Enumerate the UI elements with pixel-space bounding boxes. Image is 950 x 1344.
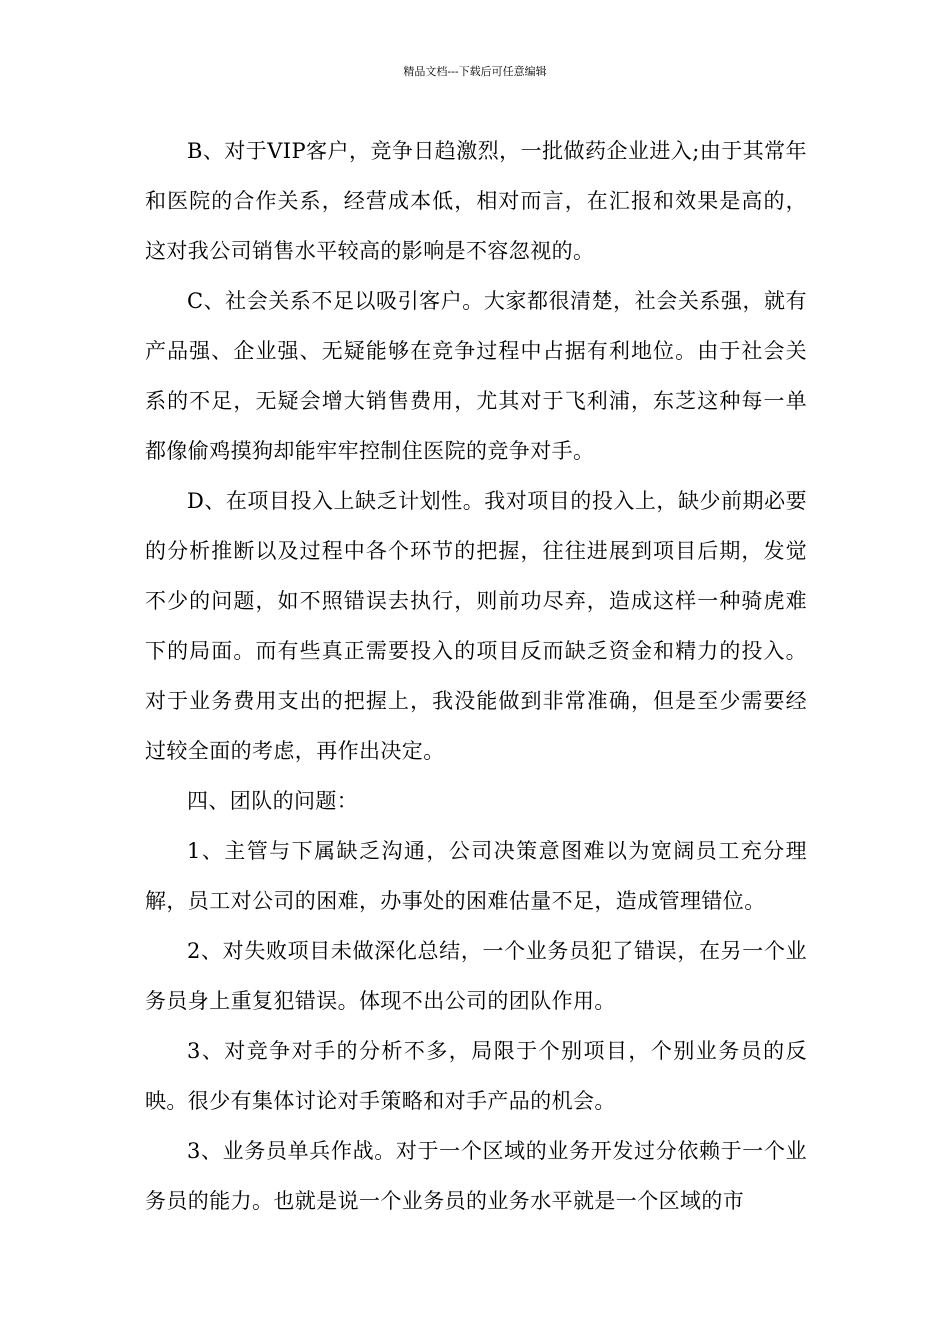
list-item-competitor-analysis: 3、对竞争对手的分析不多，局限于个别项目，个别业务员的反映。很少有集体讨论对手策略和对手产品的机会。 — [145, 1039, 807, 1113]
list-item-solo-operations: 3、业务员单兵作战。对于一个区域的业务开发过分依赖于一个业务员的能力。也就是说一个业务员的业务水平就是一个区域的市 — [145, 1139, 807, 1213]
paragraph-social-relations: C、社会关系不足以吸引客户。大家都很清楚，社会关系强，就有产品强、企业强、无疑能够在竞争过程中占据有利地位。由于社会关系的不足，无疑会增大销售费用，尤其对于飞利浦，东芝这种每一单都像偷鸡摸狗却能牢牢控制住医院的竞争对手。 — [145, 289, 807, 463]
paragraph-vip-customers: B、对于VIP客户，竞争日趋激烈，一批做药企业进入;由于其常年和医院的合作关系，经营成本低，相对而言，在汇报和效果是高的，这对我公司销售水平较高的影响是不容忽视的。 — [145, 139, 807, 263]
paragraph-project-investment: D、在项目投入上缺乏计划性。我对项目的投入上，缺少前期必要的分析推断以及过程中各个环节的把握，往往进展到项目后期，发觉不少的问题，如不照错误去执行，则前功尽弃，造成这样一种骑虎难下的局面。而有些真正需要投入的项目反而缺乏资金和精力的投入。对于业务费用支出的把握上，我没能做到非常准确，但是至少需要经过较全面的考虑，再作出决定。 — [145, 489, 807, 763]
page-header: 精品文档---下载后可任意编辑 — [403, 65, 547, 78]
list-item-communication: 1、主管与下属缺乏沟通，公司决策意图难以为宽阔员工充分理解，员工对公司的困难，办事处的困难估量不足，造成管理错位。 — [145, 839, 807, 913]
list-item-failure-review: 2、对失败项目未做深化总结，一个业务员犯了错误，在另一个业务员身上重复犯错误。体现不出公司的团队作用。 — [145, 939, 807, 1013]
section-heading-team-issues: 四、团队的问题： — [187, 789, 359, 813]
document-body — [145, 126, 807, 1226]
